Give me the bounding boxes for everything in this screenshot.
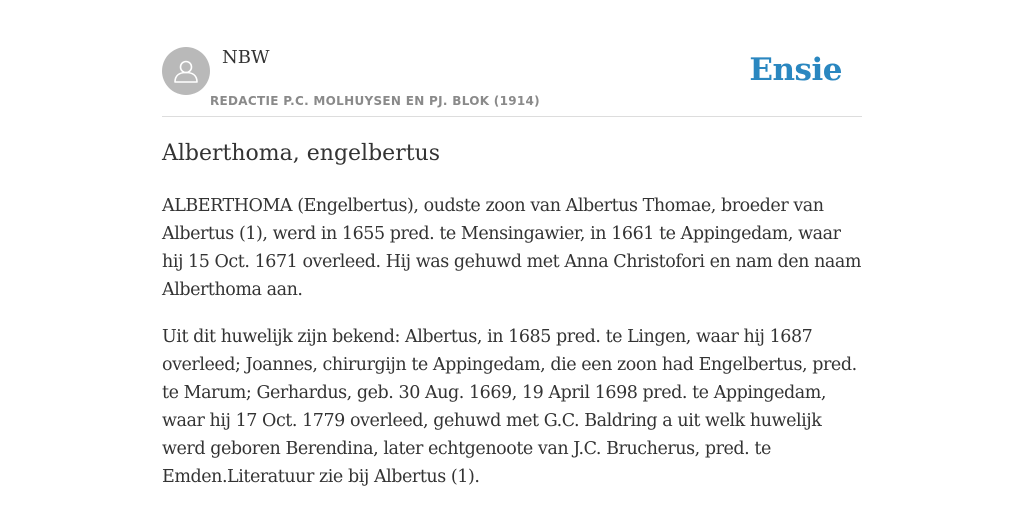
author-name[interactable]: NBW <box>222 47 270 68</box>
article-header <box>162 0 862 117</box>
user-icon <box>162 47 210 95</box>
article-title: Alberthoma, engelbertus <box>162 141 441 166</box>
brand-logo[interactable]: Ensie <box>749 52 842 88</box>
article-body <box>162 192 862 510</box>
author-avatar[interactable] <box>162 47 210 95</box>
article-paragraph: Uit dit huwelijk zijn bekend: Albertus, in 1685 pred. te Lingen, waar hij 1687 overleed; Joannes, chirurgijn te Appingedam, die een zoon had Engelbertus, pred. te Marum; Gerhardus, geb. 30 Aug. 1669, 19 April 1698 pred. te Appingedam, waar hij 17 Oct. 1779 overleed, gehuwd met G.C. Baldring a uit welk huwelijk werd geboren Berendina, later echtgenoote van J.C. Brucherus, pred. te Emden.Literatuur zie bij Albertus (1). <box>162 327 857 487</box>
source-label: REDACTIE P.C. MOLHUYSEN EN PJ. BLOK (1914) <box>210 94 540 108</box>
article-paragraph: ALBERTHOMA (Engelbertus), oudste zoon van Albertus Thomae, broeder van Albertus (1), werd in 1655 pred. te Mensingawier, in 1661 te Appingedam, waar hij 15 Oct. 1671 overleed. Hij was gehuwd met Anna Christofori en nam den naam Alberthoma aan. <box>162 196 862 300</box>
